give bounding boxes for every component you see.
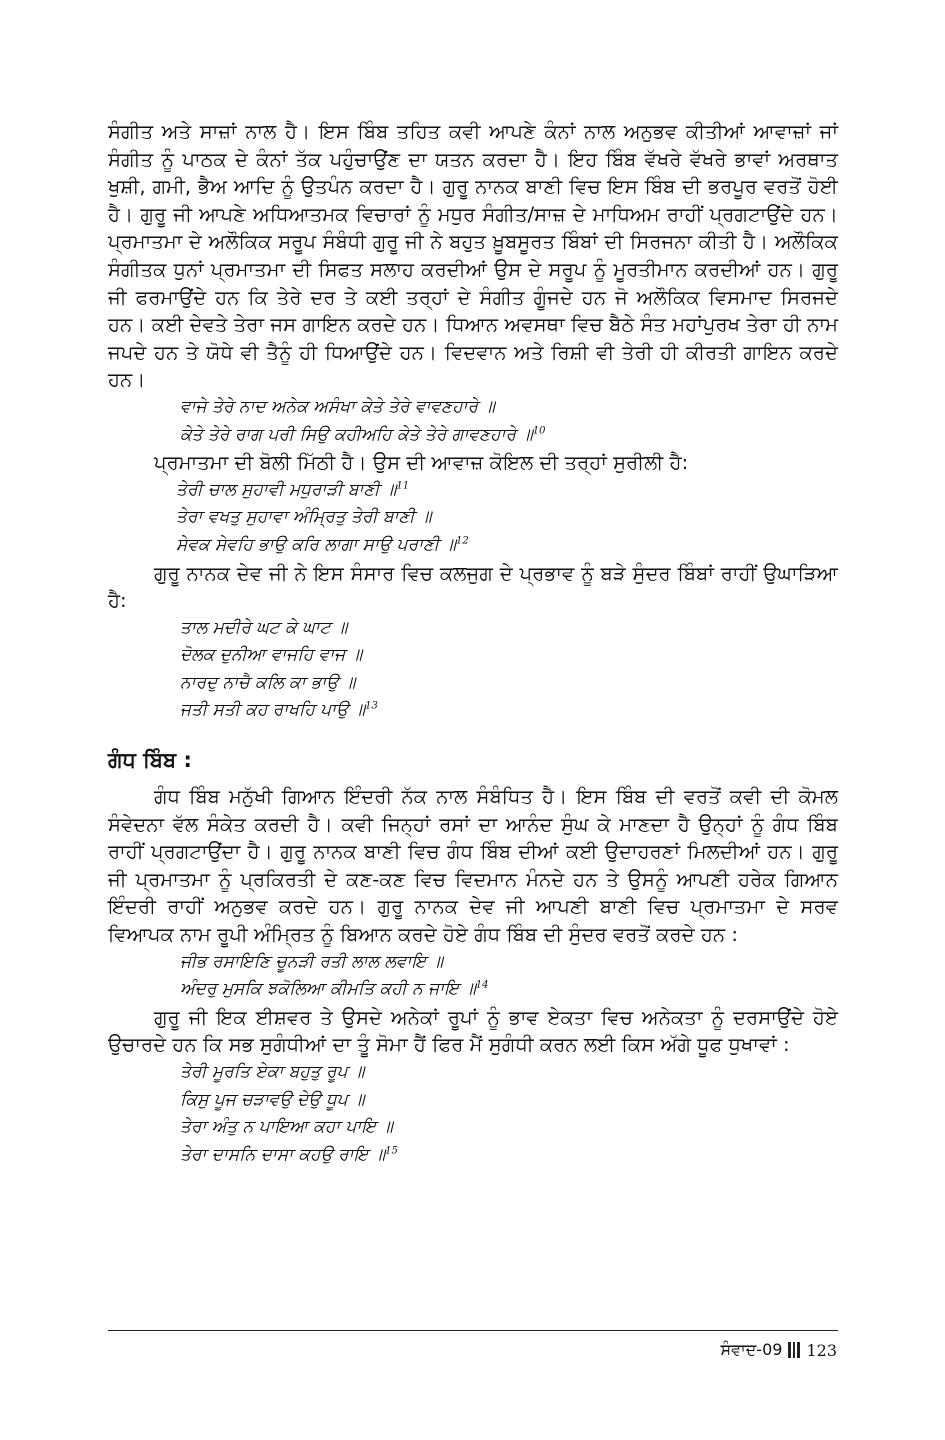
- footnote-marker: 12: [455, 535, 469, 547]
- verse-text: ਸੇਵਕ ਸੇਵਹਿ ਭਾਉ ਕਰਿ ਲਾਗਾ ਸਾਉ ਪਰਾਣੀ ॥: [176, 534, 456, 555]
- verse-line: [108, 1142, 838, 1170]
- verse-text: ਤੇਰਾ ਦਾਸਨਿ ਦਾਸਾ ਕਹਉ ਰਾਇ ॥: [180, 1144, 386, 1165]
- verse-block: [108, 615, 838, 725]
- verse-text: ਦੋਲਕ ਦੁਨੀਆ ਵਾਜਹਿ ਵਾਜ ॥: [180, 645, 363, 666]
- footnote-marker: 10: [532, 424, 546, 436]
- verse-block: [108, 394, 838, 449]
- verse-line: [108, 532, 838, 560]
- paragraph: ਗੰਧ ਬਿੰਬ ਮਨੁੱਖੀ ਗਿਆਨ ਇੰਦਰੀ ਨੱਕ ਨਾਲ ਸੰਬੰਧਿਤ ਹੈ। ਇਸ ਬਿੰਬ ਦੀ ਵਰਤੋਂ ਕਵੀ ਦੀ ਕੋਮਲ ਸੰਵੇਦਨਾ ਵੱਲ ਸੰਕੇਤ ਕਰਦੀ ਹੈ। ਕਵੀ ਜਿਨ੍ਹਾਂ ਰਸਾਂ ਦਾ ਆਨੰਦ ਸੁੰਘ ਕੇ ਮਾਣਦਾ ਹੈ ਉਨ੍ਹਾਂ ਨੂੰ ਗੰਧ ਬਿੰਬ ਰਾਹੀਂ ਪ੍ਰਗਟਾਉਂਦਾ ਹੈ। ਗੁਰੂ ਨਾਨਕ ਬਾਣੀ ਵਿਚ ਗੰਧ ਬਿੰਬ ਦੀਆਂ ਕਈ ਉਦਾਹਰਣਾਂ ਮਿਲਦੀਆਂ ਹਨ। ਗੁਰੂ ਜੀ ਪ੍ਰਮਾਤਮਾ ਨੂੰ ਪ੍ਰਕਿਰਤੀ ਦੇ ਕਣ-ਕਣ ਵਿਚ ਵਿਦਮਾਨ ਮੰਨਦੇ ਹਨ ਤੇ ਉਸਨੂੰ ਆਪਣੀ ਹਰੇਕ ਗਿਆਨ ਇੰਦਰੀ ਰਾਹੀਂ ਅਨੁਭਵ ਕਰਦੇ ਹਨ। ਗੁਰੂ ਨਾਨਕ ਦੇਵ ਜੀ ਆਪਣੀ ਬਾਣੀ ਵਿਚ ਪ੍ਰਮਾਤਮਾ ਦੇ ਸਰਵ ਵਿਆਪਕ ਨਾਮ ਰੂਪੀ ਅੰਮ੍ਰਿਤ ਨੂੰ ਬਿਆਨ ਕਰਦੇ ਹੋਏ ਗੰਧ ਬਿੰਬ ਦੀ ਸੁੰਦਰ ਵਰਤੋਂ ਕਰਦੇ ਹਨ :: [108, 785, 838, 947]
- paragraph: ਗੁਰੂ ਨਾਨਕ ਦੇਵ ਜੀ ਨੇ ਇਸ ਸੰਸਾਰ ਵਿਚ ਕਲਜੁਗ ਦੇ ਪ੍ਰਭਾਵ ਨੂੰ ਬੜੇ ਸੁੰਦਰ ਬਿੰਬਾਂ ਰਾਹੀਂ ਉਘਾੜਿਆ ਹੈ:: [108, 561, 838, 613]
- verse-text: ਅੰਦਰੁ ਮੁਸਕਿ ਝਕੋਲਿਆ ਕੀਮਤਿ ਕਹੀ ਨ ਜਾਇ ॥: [180, 979, 476, 1000]
- verse-line: [108, 976, 838, 1004]
- verse-line: [108, 394, 838, 422]
- verse-line: [108, 697, 838, 725]
- verse-line: [108, 477, 838, 505]
- verse-text: ਕੇਤੇ ਤੇਰੇ ਰਾਗ ਪਰੀ ਸਿਉ ਕਹੀਅਹਿ ਕੇਤੇ ਤੇਰੇ ਗਾਵਣਹਾਰੇ ॥: [180, 424, 533, 445]
- verse-line: [108, 1114, 838, 1142]
- page-body: [108, 118, 838, 1169]
- paragraph: ਗੁਰੂ ਜੀ ਇਕ ਈਸ਼ਵਰ ਤੇ ਉਸਦੇ ਅਨੇਕਾਂ ਰੂਪਾਂ ਨੂੰ ਭਾਵ ਏਕਤਾ ਵਿਚ ਅਨੇਕਤਾ ਨੂੰ ਦਰਸਾਉਂਦੇ ਹੋਏ ਉਚਾਰਦੇ ਹਨ ਕਿ ਸਭ ਸੁਗੰਧੀਆਂ ਦਾ ਤੂੰ ਸੋਮਾ ਹੈਂ ਫਿਰ ਮੈਂ ਸੁਗੰਧੀ ਕਰਨ ਲਈ ਕਿਸ ਅੱਗੇ ਧੂਫ ਧੁਖਾਵਾਂ :: [108, 1005, 838, 1057]
- verse-text: ਨਾਰਦੁ ਨਾਚੈ ਕਲਿ ਕਾ ਭਾਉ ॥: [180, 672, 356, 693]
- page-footer: [720, 1340, 837, 1360]
- verse-text: ਕਿਸੁ ਪੂਜ ਚੜਾਵਉ ਦੇਉ ਧੂਪ ॥: [180, 1089, 365, 1110]
- footnote-marker: 14: [475, 979, 489, 991]
- paragraph: ਸੰਗੀਤ ਅਤੇ ਸਾਜ਼ਾਂ ਨਾਲ ਹੈ। ਇਸ ਬਿੰਬ ਤਹਿਤ ਕਵੀ ਆਪਣੇ ਕੰਨਾਂ ਨਾਲ ਅਨੁਭਵ ਕੀਤੀਆਂ ਆਵਾਜ਼ਾਂ ਜਾਂ ਸੰਗੀਤ ਨੂੰ ਪਾਠਕ ਦੇ ਕੰਨਾਂ ਤੱਕ ਪਹੁੰਚਾਉਂਣ ਦਾ ਯਤਨ ਕਰਦਾ ਹੈ। ਇਹ ਬਿੰਬ ਵੱਖਰੇ ਵੱਖਰੇ ਭਾਵਾਂ ਅਰਥਾਤ ਖੁਸ਼ੀ, ਗਮੀ, ਭੈਅ ਆਦਿ ਨੂੰ ਉਤਪੰਨ ਕਰਦਾ ਹੈ। ਗੁਰੂ ਨਾਨਕ ਬਾਣੀ ਵਿਚ ਇਸ ਬਿੰਬ ਦੀ ਭਰਪੂਰ ਵਰਤੋਂ ਹੋਈ ਹੈ। ਗੁਰੂ ਜੀ ਆਪਣੇ ਅਧਿਆਤਮਕ ਵਿਚਾਰਾਂ ਨੂੰ ਮਧੁਰ ਸੰਗੀਤ/ਸਾਜ਼ ਦੇ ਮਾਧਿਅਮ ਰਾਹੀਂ ਪ੍ਰਗਟਾਉਂਦੇ ਹਨ। ਪ੍ਰਮਾਤਮਾ ਦੇ ਅਲੌਕਿਕ ਸਰੂਪ ਸੰਬੰਧੀ ਗੁਰੂ ਜੀ ਨੇ ਬਹੁਤ ਖ਼ੂਬਸੂਰਤ ਬਿੰਬਾਂ ਦੀ ਸਿਰਜਨਾ ਕੀਤੀ ਹੈ। ਅਲੌਕਿਕ ਸੰਗੀਤਕ ਧੁਨਾਂ ਪ੍ਰਮਾਤਮਾ ਦੀ ਸਿਫਤ ਸਲਾਹ ਕਰਦੀਆਂ ਉਸ ਦੇ ਸਰੂਪ ਨੂੰ ਮੂਰਤੀਮਾਨ ਕਰਦੀਆਂ ਹਨ। ਗੁਰੂ ਜੀ ਫਰਮਾਉਂਦੇ ਹਨ ਕਿ ਤੇਰੇ ਦਰ ਤੇ ਕਈ ਤਰ੍ਹਾਂ ਦੇ ਸੰਗੀਤ ਗੂੰਜਦੇ ਹਨ ਜੋ ਅਲੌਕਿਕ ਵਿਸਮਾਦ ਸਿਰਜਦੇ ਹਨ। ਕਈ ਦੇਵਤੇ ਤੇਰਾ ਜਸ ਗਾਇਨ ਕਰਦੇ ਹਨ। ਧਿਆਨ ਅਵਸਥਾ ਵਿਚ ਬੈਠੇ ਸੰਤ ਮਹਾਂਪੁਰਖ ਤੇਰਾ ਹੀ ਨਾਮ ਜਪਦੇ ਹਨ ਤੇ ਯੋਧੇ ਵੀ ਤੈਨੂੰ ਹੀ ਧਿਆਉਂਦੇ ਹਨ। ਵਿਦਵਾਨ ਅਤੇ ਰਿਸ਼ੀ ਵੀ ਤੇਰੀ ਹੀ ਕੀਰਤੀ ਗਾਇਨ ਕਰਦੇ ਹਨ।: [108, 120, 838, 392]
- verse-text: ਤੇਰਾ ਅੰਤੁ ਨ ਪਾਇਆ ਕਹਾ ਪਾਇ ॥: [180, 1117, 393, 1138]
- verse-line: [108, 504, 838, 532]
- footer-rule: [108, 1330, 838, 1331]
- verse-block: [108, 477, 838, 560]
- footnote-marker: 13: [365, 700, 378, 712]
- verse-block: [108, 949, 838, 1004]
- footnote-marker: 11: [396, 480, 410, 492]
- separator-bars-icon: [788, 1342, 800, 1358]
- verse-text: ਤਾਲ ਮਦੀਰੇ ਘਟ ਕੇ ਘਾਟ ॥: [180, 617, 348, 638]
- verse-text: ਵਾਜੇ ਤੇਰੇ ਨਾਦ ਅਨੇਕ ਅਸੰਖਾ ਕੇਤੇ ਤੇਰੇ ਵਾਵਣਹਾਰੇ ॥: [180, 396, 495, 417]
- verse-line: [108, 949, 838, 977]
- page-number: 123: [806, 1340, 837, 1360]
- verse-text: ਜੀਭ ਰਸਾਇਣਿ ਚੂਨੜੀ ਰਤੀ ਲਾਲ ਲਵਾਇ ॥: [180, 951, 444, 972]
- verse-text: ਤੇਰਾ ਵਖਤੁ ਸੁਹਾਵਾ ਅੰਮ੍ਰਿਤੁ ਤੇਰੀ ਬਾਣੀ ॥: [176, 507, 432, 528]
- verse-line: [108, 422, 838, 450]
- verse-text: ਜਤੀ ਸਤੀ ਕਹ ਰਾਖਹਿ ਪਾਉ ॥: [180, 700, 366, 721]
- verse-line: [108, 1059, 838, 1087]
- journal-name: ਸੰਵਾਦ-09: [720, 1340, 783, 1359]
- paragraph: ਪ੍ਰਮਾਤਮਾ ਦੀ ਬੋਲੀ ਮਿੱਠੀ ਹੈ। ਉਸ ਦੀ ਆਵਾਜ਼ ਕੋਇਲ ਦੀ ਤਰ੍ਹਾਂ ਸੁਰੀਲੀ ਹੈ:: [154, 451, 689, 475]
- section-heading: ਗੰਧ ਬਿੰਬ :: [108, 748, 192, 773]
- verse-line: [108, 1087, 838, 1115]
- verse-line: [108, 615, 838, 643]
- verse-line: [108, 670, 838, 698]
- footnote-marker: 15: [385, 1145, 398, 1157]
- verse-block: [108, 1059, 838, 1169]
- verse-text: ਤੇਰੀ ਚਾਲ ਸੁਹਾਵੀ ਮਧੁਰਾੜੀ ਬਾਣੀ ॥: [176, 479, 397, 500]
- verse-line: [108, 642, 838, 670]
- verse-text: ਤੇਰੀ ਮੂਰਤਿ ਏਕਾ ਬਹੁਤੁ ਰੂਪ ॥: [180, 1062, 365, 1082]
